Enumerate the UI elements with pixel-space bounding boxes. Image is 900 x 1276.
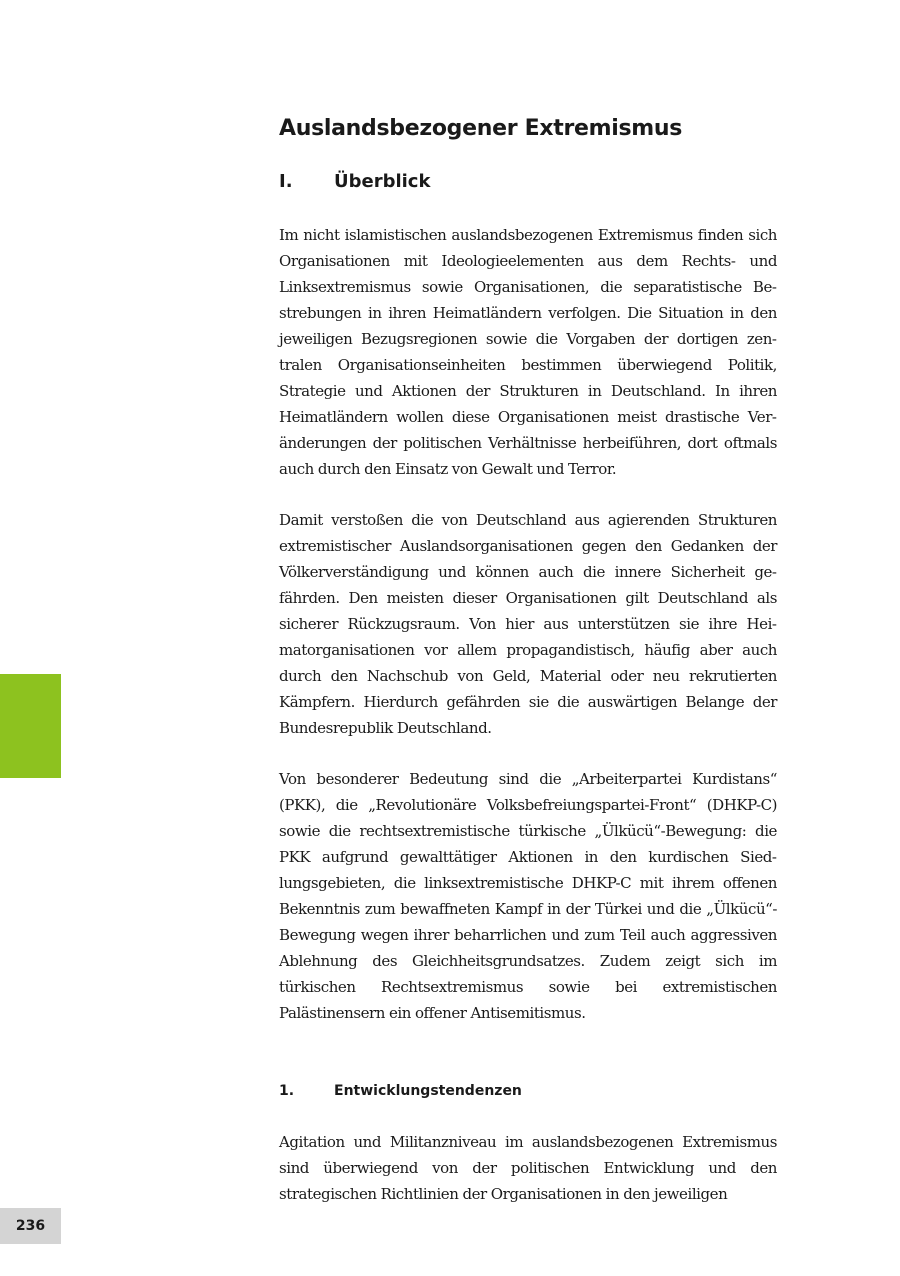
section-number: I. (279, 171, 293, 192)
chapter-color-tab (0, 674, 61, 778)
page-title: Auslandsbezogener Extremismus (279, 116, 683, 141)
paragraph-trends-1: Agitation und Militanzniveau im auslandsbezogenen Extremismus sind überwiegend von der politischen Entwicklung und den strategischen Richtlinien der Organisationen in den jeweiligen (279, 1133, 777, 1203)
page-number: 236 (0, 1208, 61, 1244)
section-title: Überblick (334, 171, 431, 192)
paragraph-overview-3: Von besonderer Bedeutung sind die „Arbeiterpartei Kurdistans“ (PKK), die „Revolutionäre Volksbefreiungspartei-Front“ (DHKP-C) sowie die rechtsextremistische türkische „Ülkücü“-Bewegung: die PKK aufgrund gewalttätiger Aktionen in den kurdischen Siedlungsgebieten, die linksextremistische DHKP-C mit ihrem offenen Bekenntnis zum bewaffneten Kampf in der Türkei und die „Ülkücü“-Bewegung wegen ihrer beharrlichen und zum Teil auch aggressiven Ablehnung des Gleichheitsgrundsatzes. Zudem zeigt sich im türkischen Rechtsextremismus sowie bei extremistischen Palästinensern ein offener Antisemitismus. (279, 770, 777, 1022)
subsection-heading (279, 1079, 522, 1103)
section-heading (279, 168, 430, 196)
subsection-title: Entwicklungstendenzen (334, 1083, 522, 1099)
subsection-number: 1. (279, 1083, 295, 1099)
paragraph-overview-2: Damit verstoßen die von Deutschland aus agierenden Strukturen extremistischer Auslandsorganisationen gegen den Gedanken der Völkerverständigung und können auch die innere Sicherheit gefährden. Den meisten dieser Organisationen gilt Deutschland als sicherer Rückzugsraum. Von hier aus unterstützen sie ihre Heimatorganisationen vor allem propagandistisch, häufig aber auch durch den Nachschub von Geld, Material oder neu rekrutierten Kämpfern. Hierdurch gefährden sie die auswärtigen Belange der Bundesrepublik Deutschland. (279, 511, 777, 737)
paragraph-overview-1: Im nicht islamistischen auslandsbezogenen Extremismus finden sich Organisationen mit Ideologieelementen aus dem Rechts- und Linksextremismus sowie Organisationen, die separatistische Bestrebungen in ihren Heimatländern verfolgen. Die Situation in den jeweiligen Bezugsregionen sowie die Vorgaben der dortigen zentralen Organisationseinheiten bestimmen überwiegend Politik, Strategie und Aktionen der Strukturen in Deutschland. In ihren Heimatländern wollen diese Organisationen meist drastische Veränderungen der politischen Verhältnisse herbeiführen, dort oftmals auch durch den Einsatz von Gewalt und Terror. (279, 226, 777, 478)
